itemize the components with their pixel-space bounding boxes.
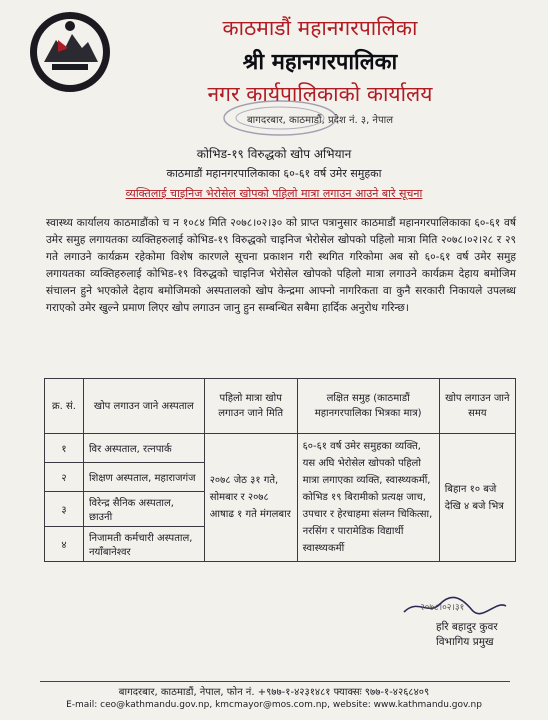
vaccination-schedule-table [44,378,516,562]
signatory-name: हरि बहादुर कुवर [436,621,498,633]
vaccination-time: बिहान १० बजे देखि ४ बजे भित्र [439,434,515,562]
footer-divider [40,681,510,682]
table-header-row [45,379,516,434]
row-serial: १ [45,434,84,463]
nepal-emblem-icon [28,10,112,94]
notice-subject: व्यक्तिलाई चाइनिज भेरोसेल खोपको पहिलो मात्रा लगाउन आउने बारे सूचना [125,187,423,200]
row-hospital: विरेन्द्र सैनिक अस्पताल, छाउनी [83,492,204,527]
row-hospital: विर अस्पताल, रत्नपार्क [83,434,204,463]
target-group-description: ६०-६१ वर्ष उमेर समुहका व्यक्ति, यस अघि भेरोसेल खोपको पहिलो मात्रा लगाएका व्यक्ति, स्वास्थ्यकर्मी, कोभिड १९ बिरामीको प्रत्यक्ष जाच, उपचार र हेरचाहमा संलग्न चिकित्सा, नरसिंग र पारामेडिक विद्यार्थी स्वास्थ्यकर्मी [297,434,439,562]
row-serial: ३ [45,492,84,527]
header-time: खोप लगाउन जाने समय [439,379,515,434]
header-target-group: लक्षित समुह (काठमाडौं महानगरपालिका भित्रका मात्र) [297,379,439,434]
office-stamp-icon [220,98,340,138]
row-hospital: निजामती कर्मचारी अस्पताल, नयाँबानेश्वर [83,527,204,562]
table-row [45,434,516,463]
signatory-designation: विभागिय प्रमुख [436,636,494,648]
header-hospital: खोप लगाउन जाने अस्पताल [83,379,204,434]
row-hospital: शिक्षण अस्पताल, महाराजगंज [83,463,204,492]
notice-target-group: काठमाडौं महानगरपालिकाका ६०-६१ वर्ष उमेर समुहका [166,167,382,180]
vaccination-date: २०७८ जेठ ३१ गते, सोमबार र २०७८ आषाढ १ गते मंगलबार [204,434,297,562]
header-date: पहिलो मात्रा खोप लगाउन जाने मिति [204,379,297,434]
notice-body: स्वास्थ्य कार्यालय काठमाडौंको च न १०८४ मिति २०७८।०२।३० को प्राप्त पत्रानुसार काठमाडौं महानगरपालिकाका ६०-६१ वर्ष उमेर समुह लगायतका व्यक्तिहरुलाई कोभिड-१९ विरुद्धको चाइनिज भेरोसेल खोपको पहिलो मात्रा मिति २०७८।०२।२८ र २९ गते लगाउने कार्यक्रम रहेकोमा विशेष कारणले सूचना प्रकाशन गरी स्थगित गरिकोमा अब सो ६०-६१ वर्ष उमेर समुह लगायतका व्यक्तिहरुलाई कोभिड-१९ विरुद्धको चाइनिज भेरोसेल खोपको पहिलो मात्रा लगाउने कार्यक्रम देहाय बमोजिम संचालन हुने भएकोले देहाय बमोजिमको अस्पतालको खोप केन्द्रमा आफ्नो नागरिकता वा कुनै सरकारी निकायले उपलब्ध गराएको उमेर खुल्ने प्रमाण लिएर खोप लगाउन जानु हुन सम्बन्धित सबैमा हार्दिक अनुरोध गरिन्छ। [46,217,516,314]
header-office-name: नगर कार्यपालिकाको कार्यालय [207,82,433,106]
row-serial: ४ [45,527,84,562]
signature-date: २०७८।०२।३१ [420,603,465,613]
header-serial: क्र. सं. [45,379,84,434]
signatory-block [436,620,498,650]
notice-campaign-title: कोभिड-१९ विरुद्धको खोप अभियान [196,147,352,161]
footer-contact: बागदरबार, काठमाडौं, नेपाल, फोन नं. +९७७-१-४२३१४८१ फ्याक्सः ९७७-१-४२६८४०९ [118,687,430,698]
header-org-name: काठमाडौं महानगरपालिका [222,16,418,40]
row-serial: २ [45,463,84,492]
header-org-subname: श्री महानगरपालिका [242,50,398,75]
footer-email-website: E-mail: ceo@kathmandu.gov.np, kmcmayor@mos.com.np, website: www.kathmandu.gov.np [66,700,482,710]
header-address: बागदरबार, काठमाडौं, प्रदेश नं. ३, नेपाल [246,115,394,126]
